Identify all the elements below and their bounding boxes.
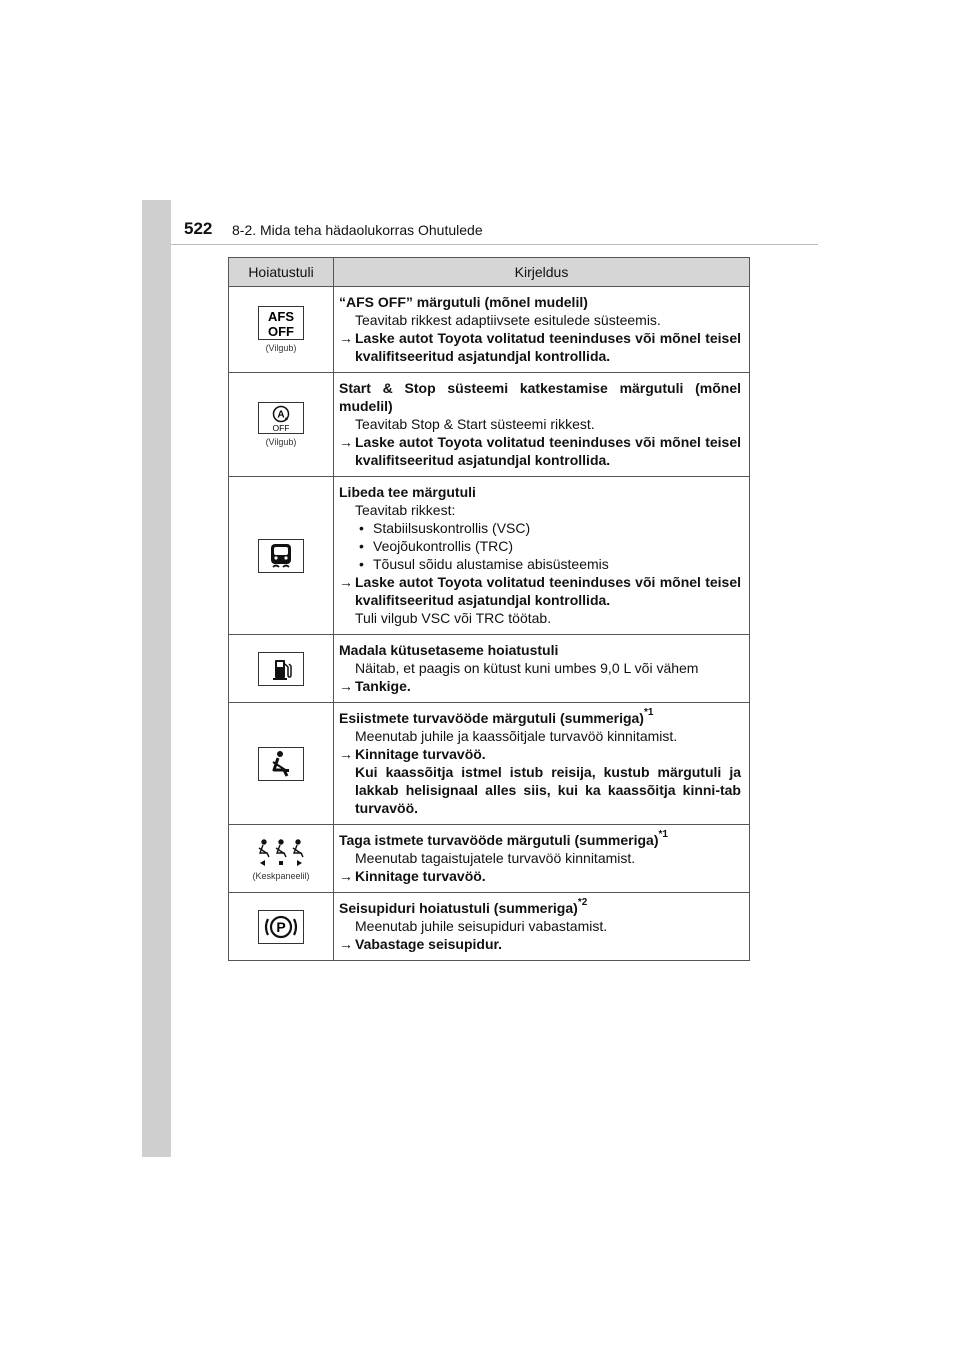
arrow-icon: → xyxy=(339,868,353,884)
row-body: Meenutab juhile ja kaassõitjale turvavöö kinnitamist. xyxy=(355,728,678,744)
column-header-description: Kirjeldus xyxy=(334,258,750,287)
row-body: Meenutab tagaistujatele turvavöö kinnitamist. xyxy=(355,850,636,866)
row-body: Näitab, et paagis on kütust kuni umbes 9,0 L või vähem xyxy=(355,660,699,676)
table-row xyxy=(229,893,750,961)
row-title: Madala kütusetaseme hoiatustuli xyxy=(339,642,559,658)
row-body: Teavitab Stop & Start süsteemi rikkest. xyxy=(355,416,595,432)
header-divider xyxy=(171,244,818,245)
svg-text:AFS: AFS xyxy=(268,309,294,324)
icon-caption: (Vilgub) xyxy=(265,343,297,353)
arrow-icon: → xyxy=(339,936,353,952)
slippery-road-icon xyxy=(258,539,304,573)
row-title: Seisupiduri hoiatustuli (summeriga)$^{*2}$ xyxy=(339,897,588,916)
row-action: → Kinnitage turvavöö. Kui kaassõitja istmel istub reisija, kustub märgutuli ja lakkab helisignaal alles siis, kui ka kaassõitja kinni-tab turvavöö. xyxy=(339,746,741,816)
page-number: 522 xyxy=(184,219,213,238)
warning-lights-table xyxy=(228,257,750,961)
arrow-icon: → xyxy=(339,434,353,450)
row-action: → Tankige. xyxy=(339,678,411,694)
column-header-icon: Hoiatustuli xyxy=(229,258,334,287)
svg-text:OFF: OFF xyxy=(272,423,290,433)
seatbelt-icon xyxy=(258,747,304,781)
row-title: “AFS OFF” märgutuli (mõnel mudelil) xyxy=(339,294,588,310)
table-row xyxy=(229,477,750,635)
icon-caption: (Keskpaneelil) xyxy=(252,871,310,881)
table-row xyxy=(229,703,750,825)
svg-text:OFF: OFF xyxy=(268,324,294,339)
page-side-bar xyxy=(142,200,171,1157)
icon-caption: (Vilgub) xyxy=(265,437,297,447)
arrow-icon: → xyxy=(339,678,353,694)
list-item: • Veojõukontrollis (TRC) xyxy=(359,538,514,554)
stop-start-off-icon xyxy=(258,402,304,434)
row-note: Tuli vilgub VSC või TRC töötab. xyxy=(355,610,552,626)
table-row xyxy=(229,287,750,373)
arrow-icon: → xyxy=(339,746,353,762)
arrow-icon: → xyxy=(339,330,353,346)
row-title: Taga istmete turvavööde märgutuli (summeriga)$^{*1}$ xyxy=(339,829,668,848)
svg-text:A: A xyxy=(277,409,285,421)
row-action: → Laske autot Toyota volitatud teeninduses või mõnel teisel kvalifitseeritud asjatundjal kontrollida. xyxy=(339,434,741,468)
afs-off-icon xyxy=(258,306,304,340)
svg-text:P: P xyxy=(276,918,286,935)
row-body: Meenutab juhile seisupiduri vabastamist. xyxy=(355,918,608,934)
row-action: → Laske autot Toyota volitatud teeninduses või mõnel teisel kvalifitseeritud asjatundjal kontrollida. xyxy=(339,330,741,364)
row-action: → Vabastage seisupidur. xyxy=(339,936,503,952)
list-item: • Stabiilsuskontrollis (VSC) xyxy=(359,520,531,536)
section-title: 8-2. Mida teha hädaolukorras Ohutulede xyxy=(232,222,483,238)
row-title: Esiistmete turvavööde märgutuli (summeriga)$^{*1}$ xyxy=(339,707,654,726)
row-title: Libeda tee märgutuli xyxy=(339,484,476,500)
row-body: Teavitab rikkest: xyxy=(355,502,456,518)
table-row xyxy=(229,825,750,893)
row-action: → Kinnitage turvavöö. xyxy=(339,868,486,884)
parking-brake-icon xyxy=(258,910,304,944)
list-item: • Tõusul sõidu alustamise abisüsteemis xyxy=(359,556,609,572)
arrow-icon: → xyxy=(339,574,353,590)
table-header-row xyxy=(229,258,750,287)
table-row xyxy=(229,635,750,703)
row-body: Teavitab rikkest adaptiivsete esitulede süsteemis. xyxy=(355,312,661,328)
row-action: → Laske autot Toyota volitatud teeninduses või mõnel teisel kvalifitseeritud asjatundjal kontrollida. xyxy=(339,574,741,608)
table-row xyxy=(229,373,750,477)
low-fuel-icon xyxy=(258,652,304,686)
rear-seatbelt-icon xyxy=(253,836,309,868)
row-title: Start & Stop süsteemi katkestamise märgutuli (mõnel mudelil) xyxy=(339,380,741,414)
